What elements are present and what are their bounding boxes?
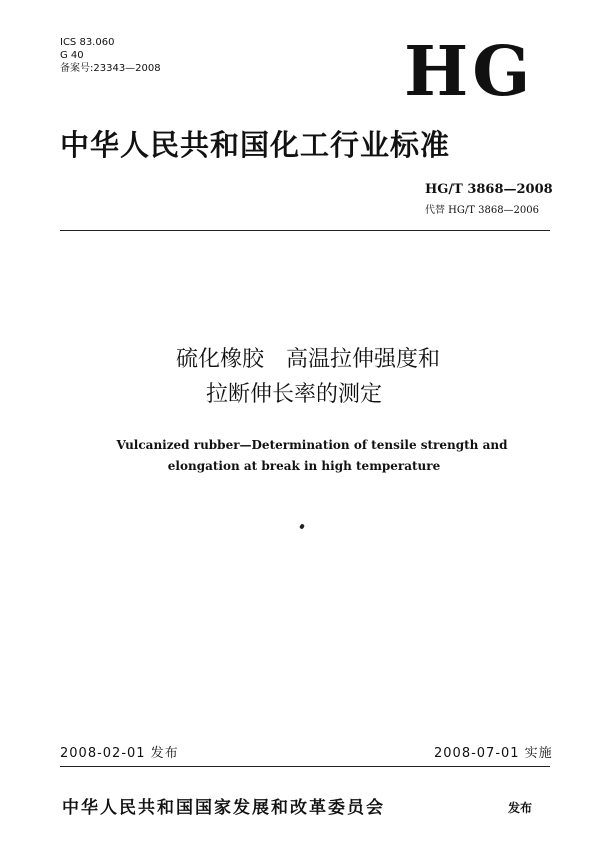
ccs-code: G 40 [60,50,84,61]
issuing-authority: 中华人民共和国国家发展和改革委员会 [62,798,385,818]
standard-class-title: 中华人民共和国化工行业标准 [60,128,451,162]
filing-number: 备案号:23343—2008 [60,63,161,74]
title-english-line-2: elongation at break in high temperature [167,459,441,473]
issuing-verb: 发布 [508,801,533,815]
scan-speck [299,523,305,529]
hg-logo: HG [404,32,535,112]
standard-number: HG/T 3868—2008 [425,182,553,197]
title-english-line-1: Vulcanized rubber—Determination of tensile strength and [116,438,508,452]
footer-divider [60,766,550,767]
title-chinese-line-1: 硫化橡胶 高温拉伸强度和 [175,347,440,372]
replaces-standard: 代替 HG/T 3868—2006 [425,205,540,216]
ics-code: ICS 83.060 [60,37,115,48]
header-divider [60,230,550,231]
issue-date: 2008-02-01 发布 [60,746,179,761]
implementation-date: 2008-07-01 实施 [434,746,553,761]
title-chinese-line-2: 拉断伸长率的测定 [205,382,382,407]
